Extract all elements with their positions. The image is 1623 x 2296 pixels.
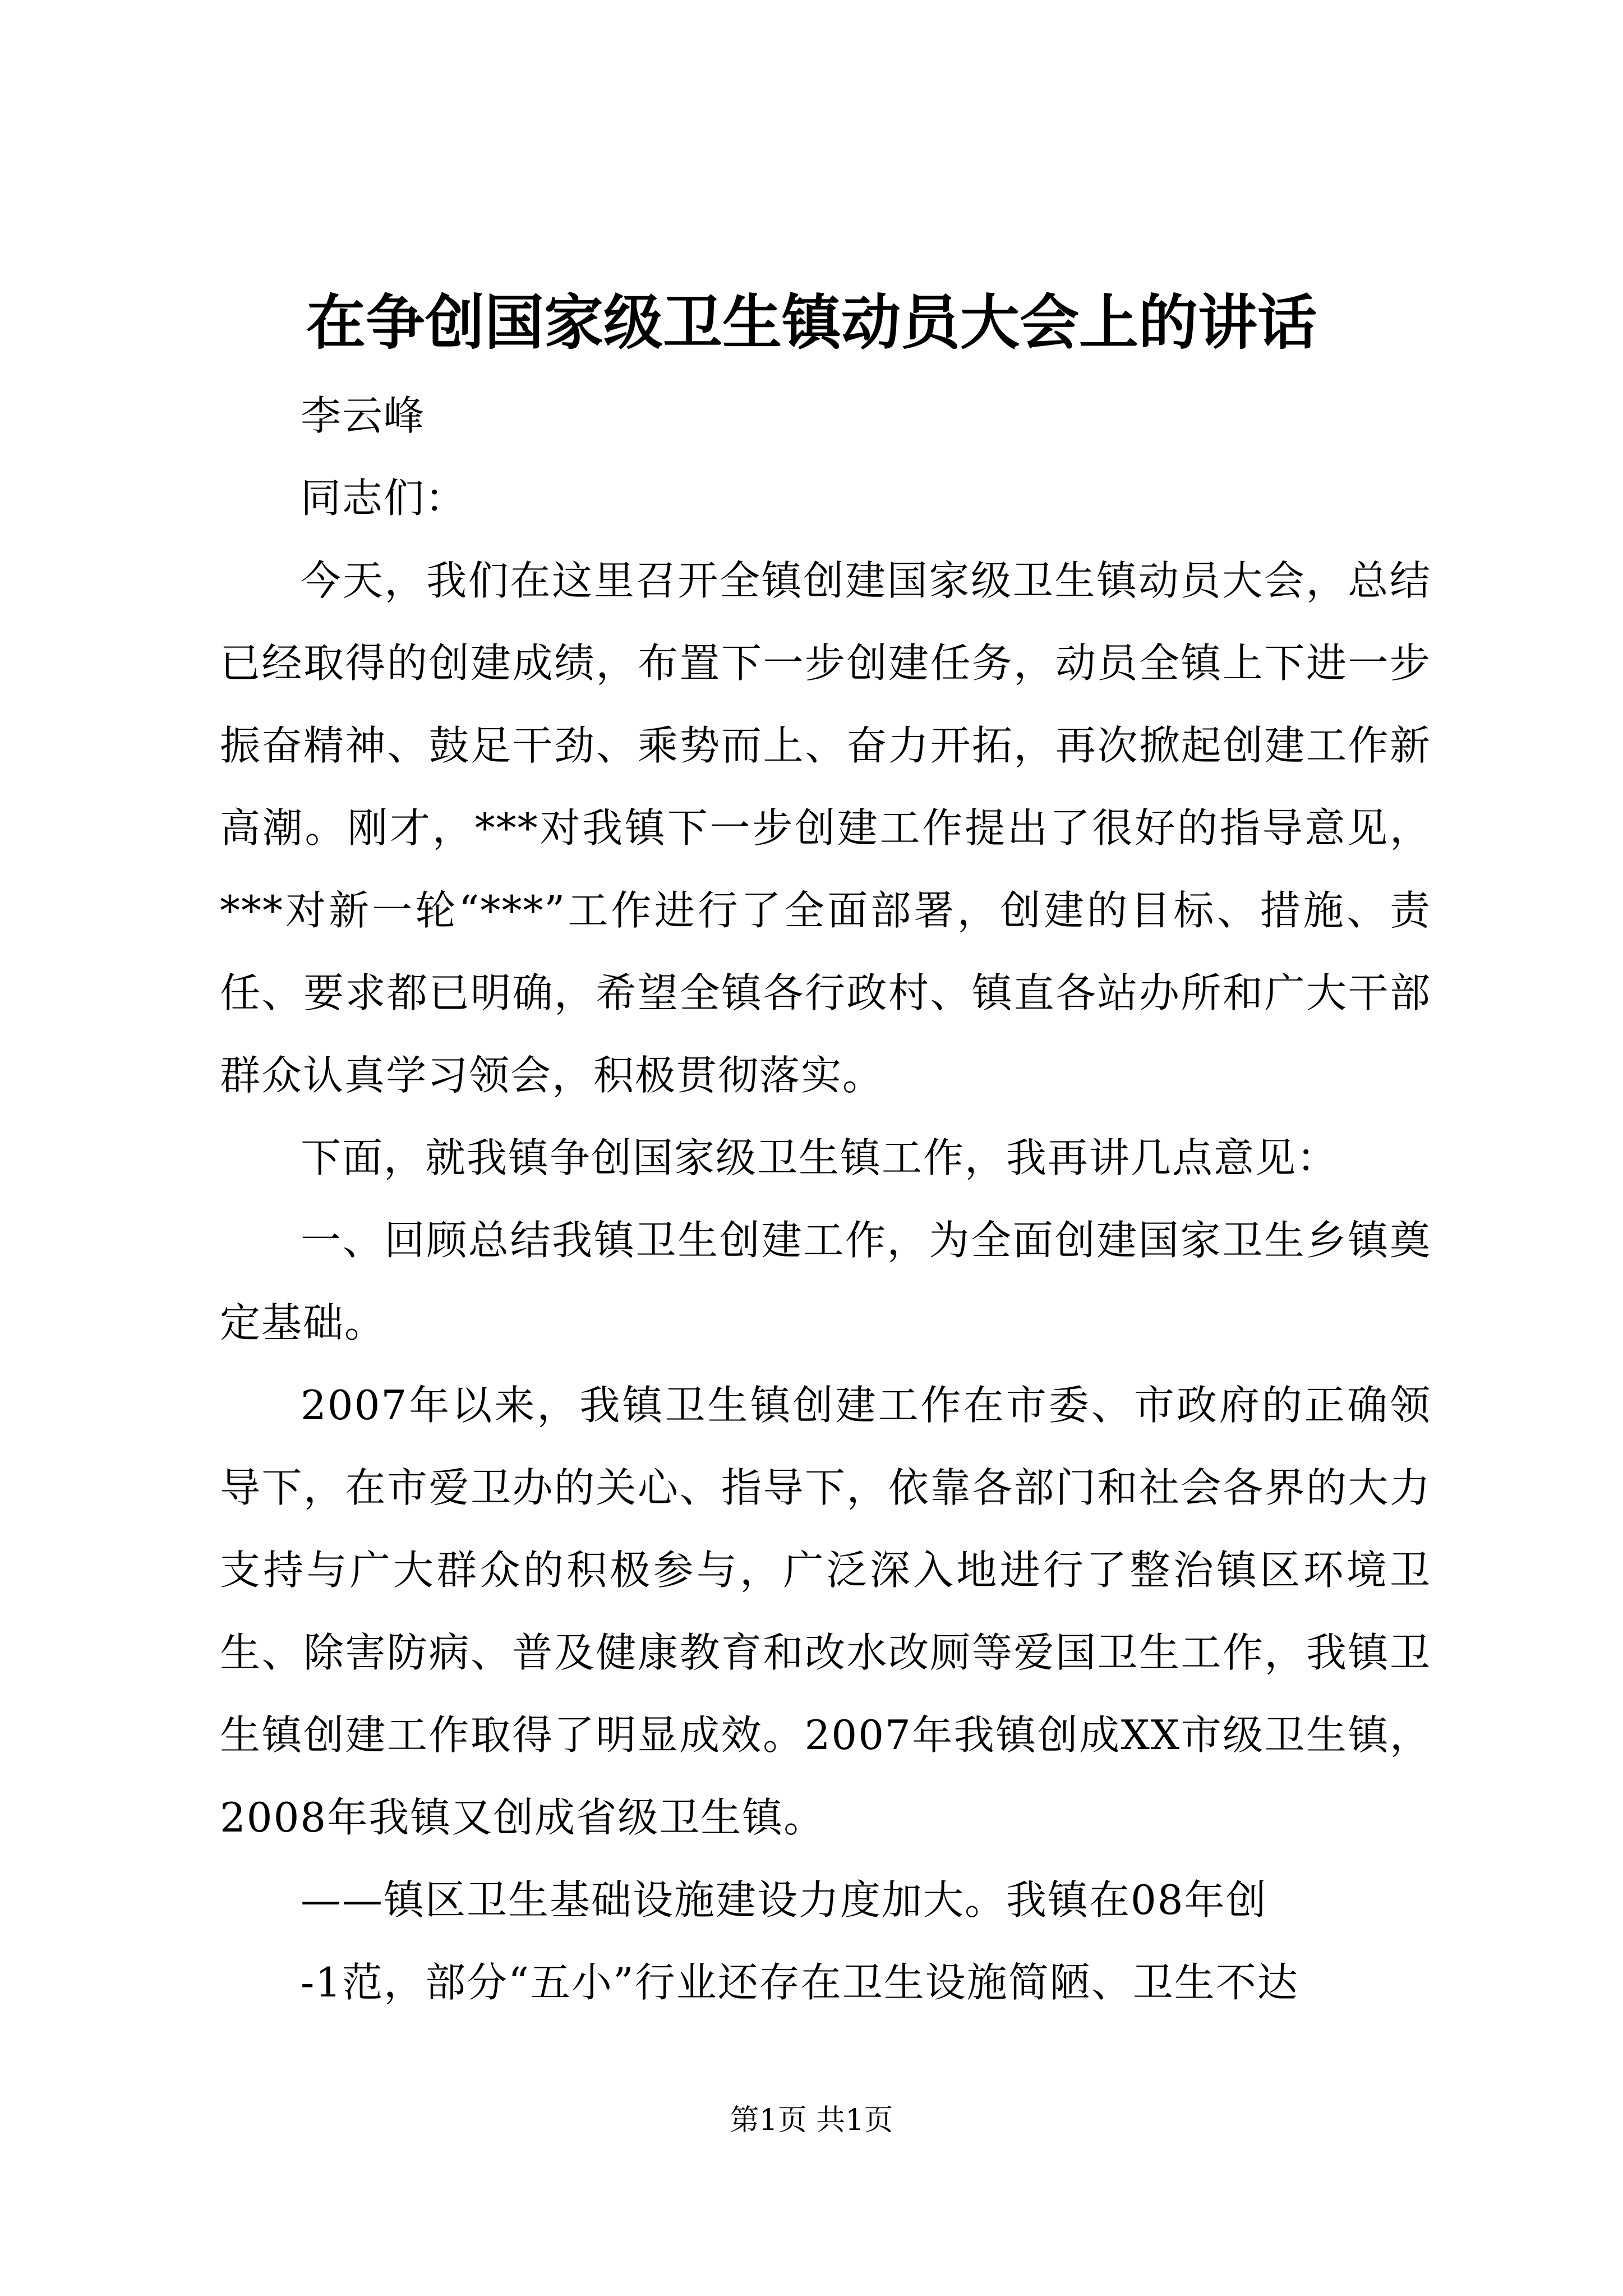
paragraph-review: 2007年以来，我镇卫生镇创建工作在市委、市政府的正确领导下，在市爱卫办的关心、指导下，依靠各部门和社会各界的大力支持与广大群众的积极参与，广泛深入地进行了整治镇区环境卫生、除害防病、普及健康教育和改水改厕等爱国卫生工作，我镇卫生镇创建工作取得了明显成效。2007年我镇创成XX市级卫生镇，2008年我镇又创成省级卫生镇。: [220, 1382, 1431, 1841]
document-title: 在争创国家级卫生镇动员大会上的讲话: [306, 287, 1317, 357]
paragraph-fragment: -1范，部分“五小”行业还存在卫生设施简陋、卫生不达: [301, 1959, 1299, 2006]
author-line: 李云峰: [301, 392, 426, 439]
paragraph-infrastructure: ——镇区卫生基础设施建设力度加大。我镇在08年创: [301, 1876, 1267, 1924]
paragraph-salutation: 同志们：: [301, 475, 467, 522]
page-footer: 第1页 共1页: [730, 2104, 893, 2137]
paragraph-opening: 今天，我们在这里召开全镇创建国家级卫生镇动员大会，总结已经取得的创建成绩，布置下一步创建任务，动员全镇上下进一步振奋精神、鼓足干劲、乘势而上、奋力开拓，再次掀起创建工作新高潮。刚才，***对我镇下一步创建工作提出了很好的指导意见，***对新一轮“***”工作进行了全面部署，创建的目标、措施、责任、要求都已明确，希望全镇各行政村、镇直各站办所和广大干部群众认真学习领会，积极贯彻落实。: [220, 557, 1431, 1099]
document-body: [220, 375, 1431, 2024]
paragraph-section-one-heading: 一、回顾总结我镇卫生创建工作，为全面创建国家卫生乡镇奠定基础。: [220, 1217, 1431, 1346]
paragraph-intro-points: 下面，就我镇争创国家级卫生镇工作，我再讲几点意见：: [301, 1134, 1339, 1181]
